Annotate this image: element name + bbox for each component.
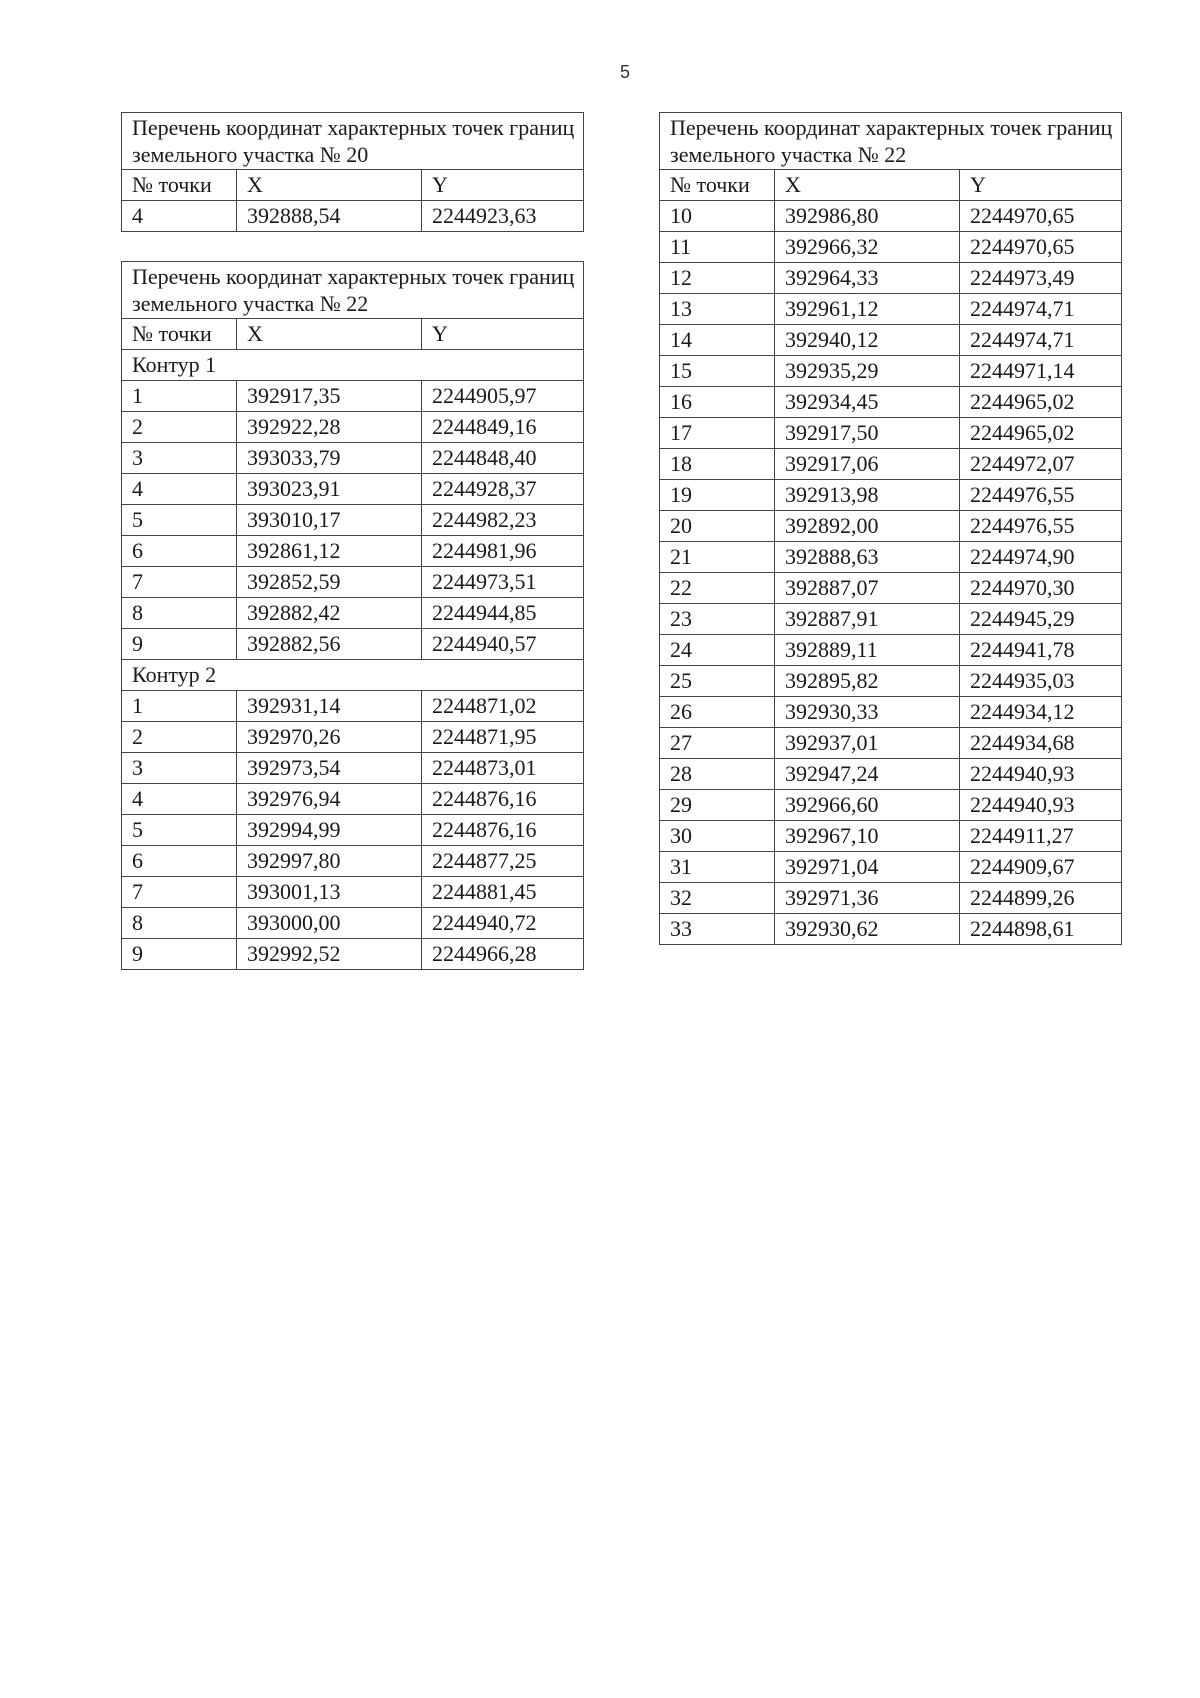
y-coordinate-cell: 2244974,71 (960, 325, 1122, 356)
x-coordinate-cell: 392973,54 (237, 753, 422, 784)
point-number-cell: 10 (660, 201, 775, 232)
point-number-cell: 28 (660, 759, 775, 790)
y-coordinate-cell: 2244940,57 (422, 629, 584, 660)
table-row (660, 697, 1122, 728)
y-coordinate-cell: 2244898,61 (960, 914, 1122, 945)
y-coordinate-cell: 2244876,16 (422, 784, 584, 815)
point-number-cell: 4 (122, 474, 237, 505)
y-coordinate-cell: 2244970,65 (960, 232, 1122, 263)
point-number-cell: 6 (122, 536, 237, 567)
y-coordinate-cell: 2244940,93 (960, 790, 1122, 821)
point-number-cell: 15 (660, 356, 775, 387)
y-coordinate-cell: 2244871,02 (422, 691, 584, 722)
table-row (660, 201, 1122, 232)
point-number-cell: 12 (660, 263, 775, 294)
table-row (122, 536, 584, 567)
point-number-cell: 7 (122, 567, 237, 598)
x-coordinate-cell: 392971,04 (775, 852, 960, 883)
x-coordinate-cell: 393023,91 (237, 474, 422, 505)
x-coordinate-cell: 392971,36 (775, 883, 960, 914)
table-row (122, 877, 584, 908)
x-coordinate-cell: 392913,98 (775, 480, 960, 511)
contour-label: Контур 1 (122, 350, 584, 381)
y-header: Y (422, 170, 584, 201)
point-number-cell: 27 (660, 728, 775, 759)
y-coordinate-cell: 2244849,16 (422, 412, 584, 443)
point-number-cell: 4 (122, 201, 237, 232)
x-coordinate-cell: 393001,13 (237, 877, 422, 908)
x-coordinate-cell: 392861,12 (237, 536, 422, 567)
y-coordinate-cell: 2244965,02 (960, 418, 1122, 449)
y-coordinate-cell: 2244971,14 (960, 356, 1122, 387)
point-number-cell: 5 (122, 815, 237, 846)
table-header-row (660, 170, 1122, 201)
y-coordinate-cell: 2244871,95 (422, 722, 584, 753)
table-row (660, 387, 1122, 418)
point-number-cell: 2 (122, 722, 237, 753)
point-number-cell: 21 (660, 542, 775, 573)
x-coordinate-cell: 392994,99 (237, 815, 422, 846)
table-row (122, 474, 584, 505)
x-coordinate-cell: 392931,14 (237, 691, 422, 722)
table-row (122, 443, 584, 474)
point-number-cell: 11 (660, 232, 775, 263)
x-coordinate-cell: 392887,91 (775, 604, 960, 635)
x-coordinate-cell: 392917,35 (237, 381, 422, 412)
y-coordinate-cell: 2244911,27 (960, 821, 1122, 852)
point-number-cell: 4 (122, 784, 237, 815)
x-coordinate-cell: 392892,00 (775, 511, 960, 542)
y-coordinate-cell: 2244944,85 (422, 598, 584, 629)
table-caption: Перечень координат характерных точек границ земельного участка № 22 (122, 262, 584, 319)
table-body (122, 262, 584, 970)
x-coordinate-cell: 392888,54 (237, 201, 422, 232)
point-number-header: № точки (122, 170, 237, 201)
y-coordinate-cell: 2244973,51 (422, 567, 584, 598)
point-number-cell: 23 (660, 604, 775, 635)
table-row (122, 846, 584, 877)
table-header-row (122, 319, 584, 350)
table-row (660, 232, 1122, 263)
x-coordinate-cell: 392937,01 (775, 728, 960, 759)
y-coordinate-cell: 2244981,96 (422, 536, 584, 567)
x-coordinate-cell: 392961,12 (775, 294, 960, 325)
y-coordinate-cell: 2244935,03 (960, 666, 1122, 697)
table-row (660, 666, 1122, 697)
x-header: X (237, 170, 422, 201)
table-row (122, 908, 584, 939)
x-coordinate-cell: 393033,79 (237, 443, 422, 474)
point-number-cell: 26 (660, 697, 775, 728)
x-header: X (237, 319, 422, 350)
table-row (122, 598, 584, 629)
x-coordinate-cell: 392992,52 (237, 939, 422, 970)
point-number-cell: 9 (122, 629, 237, 660)
coordinates-table-plot-20 (121, 112, 584, 232)
table-row (660, 418, 1122, 449)
y-coordinate-cell: 2244973,49 (960, 263, 1122, 294)
coordinates-table-plot-22-part-2 (659, 112, 1122, 945)
x-coordinate-cell: 392895,82 (775, 666, 960, 697)
point-number-cell: 24 (660, 635, 775, 666)
table-row (122, 939, 584, 970)
table-row (660, 759, 1122, 790)
x-coordinate-cell: 393000,00 (237, 908, 422, 939)
point-number-cell: 25 (660, 666, 775, 697)
x-coordinate-cell: 392930,62 (775, 914, 960, 945)
y-coordinate-cell: 2244877,25 (422, 846, 584, 877)
x-coordinate-cell: 392966,60 (775, 790, 960, 821)
point-number-cell: 20 (660, 511, 775, 542)
point-number-cell: 30 (660, 821, 775, 852)
x-coordinate-cell: 392917,50 (775, 418, 960, 449)
point-number-cell: 16 (660, 387, 775, 418)
y-coordinate-cell: 2244848,40 (422, 443, 584, 474)
y-coordinate-cell: 2244899,26 (960, 883, 1122, 914)
page-number: 5 (619, 62, 630, 82)
x-coordinate-cell: 392986,80 (775, 201, 960, 232)
x-coordinate-cell: 392917,06 (775, 449, 960, 480)
point-number-cell: 13 (660, 294, 775, 325)
table-row (122, 567, 584, 598)
y-coordinate-cell: 2244923,63 (422, 201, 584, 232)
table-row (660, 852, 1122, 883)
table-row (660, 728, 1122, 759)
table-row (660, 511, 1122, 542)
point-number-header: № точки (122, 319, 237, 350)
x-coordinate-cell: 392888,63 (775, 542, 960, 573)
contour-label-row (122, 350, 584, 381)
table-row (660, 294, 1122, 325)
point-number-cell: 22 (660, 573, 775, 604)
point-number-cell: 32 (660, 883, 775, 914)
point-number-cell: 3 (122, 443, 237, 474)
y-header: Y (422, 319, 584, 350)
x-coordinate-cell: 392966,32 (775, 232, 960, 263)
y-coordinate-cell: 2244965,02 (960, 387, 1122, 418)
point-number-cell: 8 (122, 598, 237, 629)
table-row (122, 412, 584, 443)
x-coordinate-cell: 392889,11 (775, 635, 960, 666)
table-row (660, 480, 1122, 511)
x-coordinate-cell: 392976,94 (237, 784, 422, 815)
table-row (122, 784, 584, 815)
point-number-cell: 33 (660, 914, 775, 945)
table-row (660, 604, 1122, 635)
x-coordinate-cell: 392930,33 (775, 697, 960, 728)
point-number-cell: 6 (122, 846, 237, 877)
coordinates-table-plot-22-part-1 (121, 261, 584, 970)
table-row (660, 542, 1122, 573)
x-coordinate-cell: 392887,07 (775, 573, 960, 604)
table-row (660, 449, 1122, 480)
x-coordinate-cell: 392882,56 (237, 629, 422, 660)
x-coordinate-cell: 392852,59 (237, 567, 422, 598)
table-row (122, 505, 584, 536)
contour-label: Контур 2 (122, 660, 584, 691)
table-row (660, 356, 1122, 387)
point-number-cell: 17 (660, 418, 775, 449)
point-number-header: № точки (660, 170, 775, 201)
x-coordinate-cell: 392970,26 (237, 722, 422, 753)
y-coordinate-cell: 2244976,55 (960, 480, 1122, 511)
point-number-cell: 7 (122, 877, 237, 908)
x-coordinate-cell: 392997,80 (237, 846, 422, 877)
x-coordinate-cell: 392934,45 (775, 387, 960, 418)
table-body (660, 113, 1122, 945)
y-coordinate-cell: 2244928,37 (422, 474, 584, 505)
y-coordinate-cell: 2244972,07 (960, 449, 1122, 480)
y-coordinate-cell: 2244941,78 (960, 635, 1122, 666)
table-row (660, 883, 1122, 914)
table-caption-row (122, 262, 584, 319)
y-header: Y (960, 170, 1122, 201)
table-caption-row (660, 113, 1122, 170)
y-coordinate-cell: 2244876,16 (422, 815, 584, 846)
table-row (660, 263, 1122, 294)
table-row (660, 573, 1122, 604)
x-coordinate-cell: 392922,28 (237, 412, 422, 443)
y-coordinate-cell: 2244982,23 (422, 505, 584, 536)
x-header: X (775, 170, 960, 201)
table-row (122, 722, 584, 753)
x-coordinate-cell: 392940,12 (775, 325, 960, 356)
point-number-cell: 14 (660, 325, 775, 356)
y-coordinate-cell: 2244909,67 (960, 852, 1122, 883)
y-coordinate-cell: 2244945,29 (960, 604, 1122, 635)
y-coordinate-cell: 2244934,68 (960, 728, 1122, 759)
y-coordinate-cell: 2244940,72 (422, 908, 584, 939)
point-number-cell: 19 (660, 480, 775, 511)
table-row (660, 821, 1122, 852)
table-caption: Перечень координат характерных точек границ земельного участка № 20 (122, 113, 584, 170)
y-coordinate-cell: 2244970,65 (960, 201, 1122, 232)
table-caption-row (122, 113, 584, 170)
point-number-cell: 9 (122, 939, 237, 970)
table-row (660, 790, 1122, 821)
table-caption: Перечень координат характерных точек границ земельного участка № 22 (660, 113, 1122, 170)
y-coordinate-cell: 2244974,90 (960, 542, 1122, 573)
table-row (660, 914, 1122, 945)
y-coordinate-cell: 2244976,55 (960, 511, 1122, 542)
table-row (122, 201, 584, 232)
y-coordinate-cell: 2244940,93 (960, 759, 1122, 790)
point-number-cell: 2 (122, 412, 237, 443)
table-row (122, 753, 584, 784)
table-row (122, 815, 584, 846)
table-row (122, 691, 584, 722)
table-body (122, 113, 584, 232)
table-row (122, 629, 584, 660)
x-coordinate-cell: 392882,42 (237, 598, 422, 629)
x-coordinate-cell: 392935,29 (775, 356, 960, 387)
x-coordinate-cell: 393010,17 (237, 505, 422, 536)
y-coordinate-cell: 2244881,45 (422, 877, 584, 908)
contour-label-row (122, 660, 584, 691)
x-coordinate-cell: 392967,10 (775, 821, 960, 852)
point-number-cell: 5 (122, 505, 237, 536)
point-number-cell: 1 (122, 381, 237, 412)
table-header-row (122, 170, 584, 201)
point-number-cell: 29 (660, 790, 775, 821)
point-number-cell: 1 (122, 691, 237, 722)
x-coordinate-cell: 392964,33 (775, 263, 960, 294)
table-row (660, 635, 1122, 666)
table-row (122, 381, 584, 412)
table-row (660, 325, 1122, 356)
point-number-cell: 31 (660, 852, 775, 883)
y-coordinate-cell: 2244934,12 (960, 697, 1122, 728)
point-number-cell: 18 (660, 449, 775, 480)
y-coordinate-cell: 2244873,01 (422, 753, 584, 784)
y-coordinate-cell: 2244970,30 (960, 573, 1122, 604)
y-coordinate-cell: 2244974,71 (960, 294, 1122, 325)
x-coordinate-cell: 392947,24 (775, 759, 960, 790)
point-number-cell: 8 (122, 908, 237, 939)
point-number-cell: 3 (122, 753, 237, 784)
y-coordinate-cell: 2244905,97 (422, 381, 584, 412)
y-coordinate-cell: 2244966,28 (422, 939, 584, 970)
